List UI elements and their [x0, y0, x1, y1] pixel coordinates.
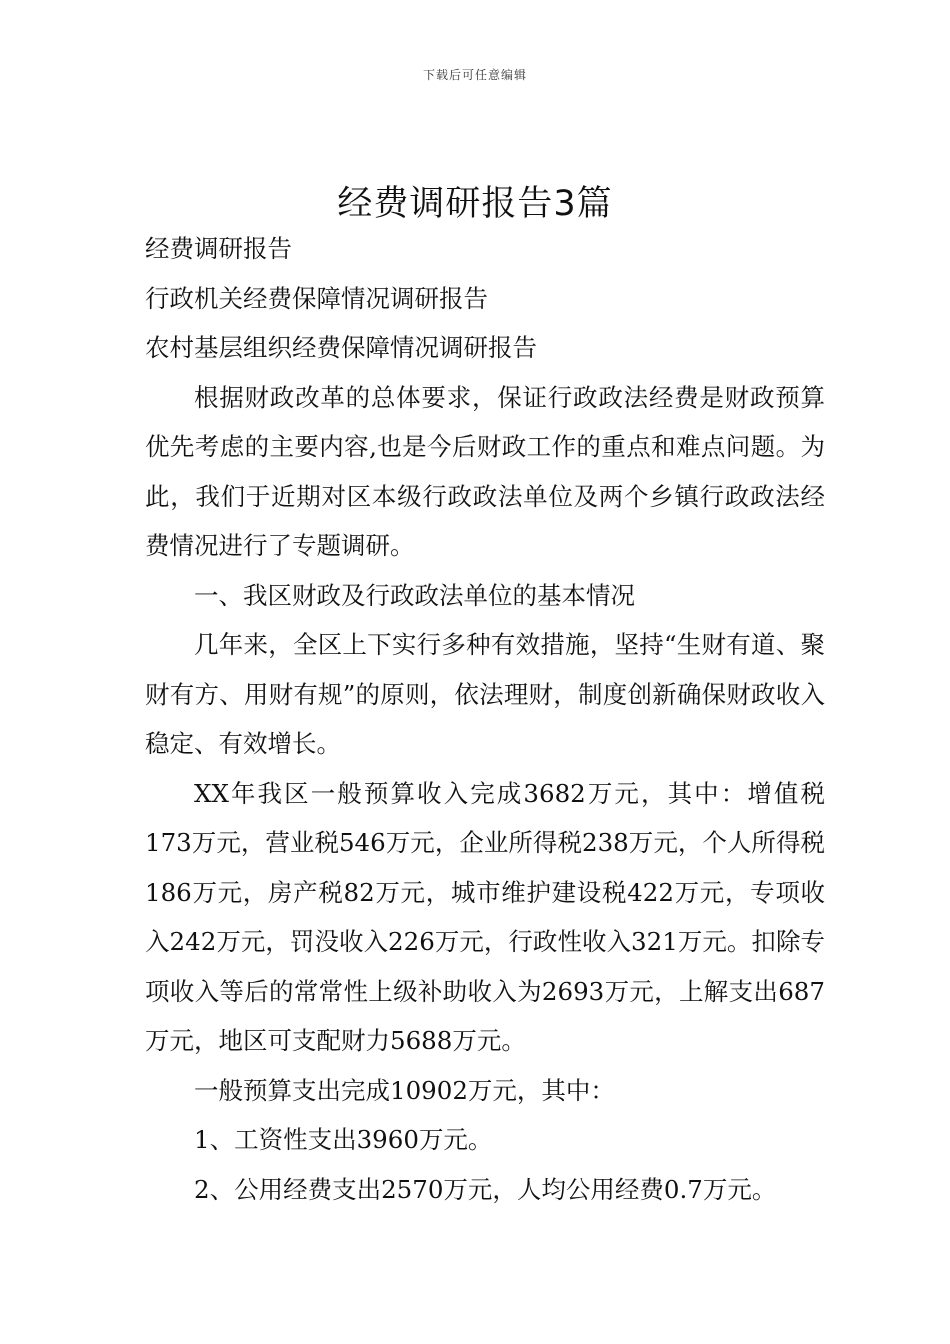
paragraph-overview: 几年来，全区上下实行多种有效措施，坚持“生财有道、聚财有方、用财有规”的原则，依法理财，制度创新确保财政收入稳定、有效增长。 — [145, 630, 825, 758]
subtitle-2: 行政机关经费保障情况调研报告 — [145, 283, 488, 313]
page-header-note: 下载后可任意编辑 — [422, 68, 527, 82]
document-body — [145, 224, 825, 1214]
paragraph-revenue: XX年我区一般预算收入完成3682万元，其中：增值税173万元，营业税546万元，企业所得税238万元，个人所得税186万元，房产税82万元，城市维护建设税422万元，专项收入242万元，罚没收入226万元，行政性收入321万元。扣除专项收入等后的常常性上级补助收入为2693万元，上解支出687万元，地区可支配财力5688万元。 — [145, 778, 825, 1055]
paragraph-intro: 根据财政改革的总体要求，保证行政政法经费是财政预算优先考虑的主要内容,也是今后财政工作的重点和难点问题。为此，我们于近期对区本级行政政法单位及两个乡镇行政政法经费情况进行了专题调研。 — [145, 382, 825, 560]
subtitle-1: 经费调研报告 — [145, 234, 292, 263]
document-title: 经费调研报告3篇 — [337, 184, 613, 224]
paragraph-expenditure: 一般预算支出完成10902万元，其中： — [194, 1075, 615, 1105]
section-heading-1: 一、我区财政及行政政法单位的基本情况 — [194, 580, 635, 610]
list-item-2: 2、公用经费支出2570万元，人均公用经费0.7万元。 — [194, 1174, 777, 1204]
subtitle-3: 农村基层组织经费保障情况调研报告 — [145, 333, 537, 362]
list-item-1: 1、工资性支出3960万元。 — [194, 1125, 493, 1154]
